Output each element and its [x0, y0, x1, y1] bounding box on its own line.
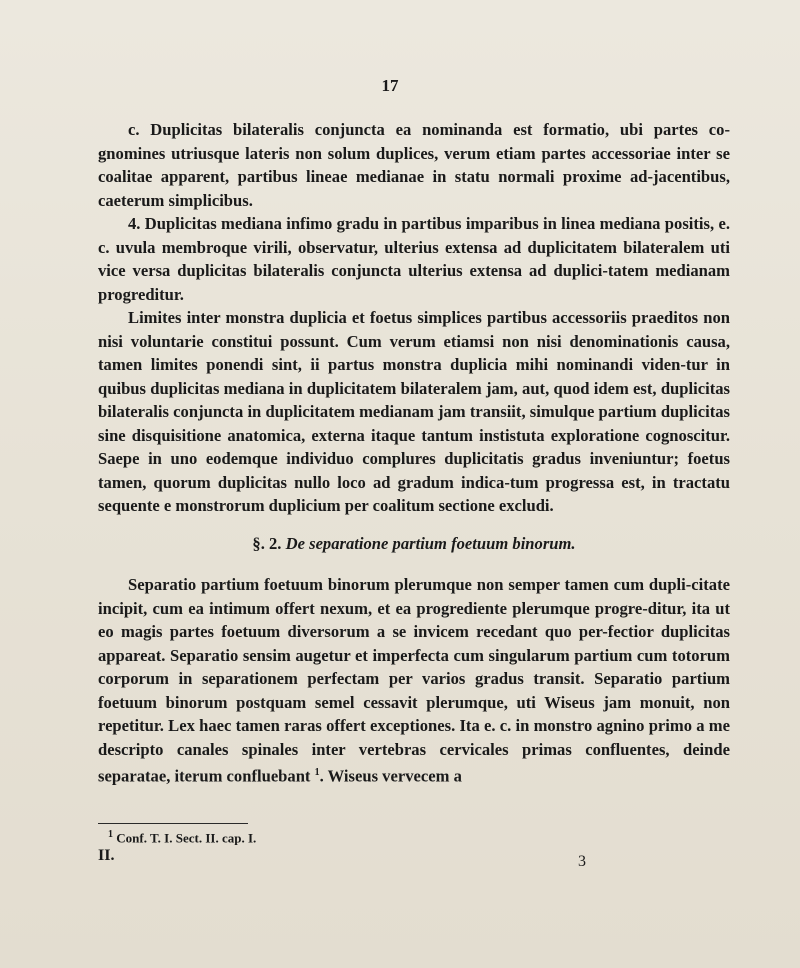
page-number: 17	[381, 76, 399, 95]
paragraph-limites: Limites inter monstra duplicia et foetus simplices partibus accessoriis praeditos non nisi voluntarie constitui possunt. Cum verum etiamsi non nisi denominationis causa, tamen limites ponendi sint, ii partus monstra duplicia mihi nominandi viden-tur in quibus duplicitas mediana in duplicitatem bilateralem jam, aut, quod idem est, duplicitas bilateralis conjuncta in duplicitatem medianam jam transiit, simulque partium duplicitas sine disquisitione anatomica, externa itaque tantum instistuta exploratione cognoscitur. Saepe in uno eodemque individuo complures duplicitatis gradus inveniuntur; foetus tamen, quorum duplicitas nullo loco ad gradum indica-tum progressa est, in tractatu sequente e monstrorum duplicium per coalitum sectione excludi.	[98, 308, 730, 515]
gathering-number: 3	[578, 853, 586, 870]
signature-mark: II.	[98, 847, 115, 864]
footnote-reference: 1	[314, 767, 320, 778]
footnote-rule	[98, 823, 248, 824]
paragraph-4: 4. Duplicitas mediana infimo gradu in partibus imparibus in linea mediana positis, e. c. uvula membroque virili, observatur, ulterius extensa ad duplicitatem bilateralem uti vice versa duplicitas bilateralis conjuncta ulterius extensa ad duplici-tatem medianam progreditur.	[98, 214, 730, 304]
paragraph-separatio	[98, 573, 730, 788]
section-title: De separatione partium foetuum binorum.	[285, 533, 576, 553]
body-text	[98, 118, 730, 788]
section-number: §. 2.	[252, 533, 282, 553]
footnote-mark: 1	[108, 829, 113, 840]
paragraph-separatio-text: Separatio partium foetuum binorum plerumque non semper tamen cum dupli-citate incipit, cum ea intimum offert nexum, et ea progrediente plerumque progre-ditur, ita ut eo magis partes foetuum diversorum a se invicem recedant quo per-fectior duplicitas appareat. Separatio sensim augetur et imperfecta cum singularum partium cum totorum corporum in separationem perfectam per varios gradus transit. Separatio partium foetuum binorum postquam semel cessavit plerumque, uti Wiseus jam monuit, non repetitur. Lex haec tamen raras offert exceptiones. Ita e. c. in monstro agnino primo a me descripto canales spinales inter vertebras cervicales primas confluentes, deinde separatae, iterum confluebant	[98, 575, 730, 786]
footnote-text: Conf. T. I. Sect. II. cap. I.	[116, 830, 257, 846]
paragraph-separatio-tail: . Wiseus vervecem a	[319, 766, 462, 786]
footnote	[108, 829, 256, 846]
section-heading	[98, 532, 730, 556]
paragraph-c: c. Duplicitas bilateralis conjuncta ea nominanda est formatio, ubi partes co-gnomines utriusque lateris non solum duplices, verum etiam partes accessoriae inter se coalitae apparent, partibus lineae medianae in statu normali proxime ad-jacentibus, caeterum simplicibus.	[98, 120, 730, 210]
